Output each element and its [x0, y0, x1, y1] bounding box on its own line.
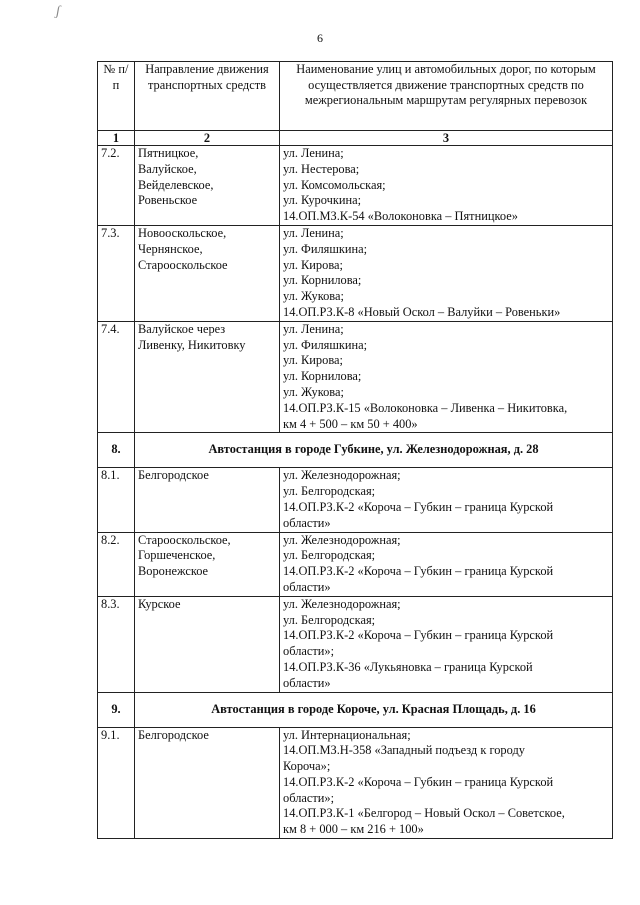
column-number: 1: [98, 131, 135, 146]
street-line: ул. Ленина;: [283, 225, 344, 240]
street-line: 14.ОП.РЗ.К-1 «Белгород – Новый Оскол – Советское,: [283, 806, 565, 821]
street-line: ул. Ленина;: [283, 321, 344, 336]
direction-line: Валуйское,: [138, 161, 197, 176]
table-row: [98, 727, 613, 839]
direction-line: Ливенку, Никитовку: [138, 337, 246, 352]
street-line: 14.ОП.РЗ.К-2 «Короча – Губкин – граница Курской: [283, 499, 554, 514]
row-direction: [135, 321, 280, 433]
table-body: [98, 146, 613, 839]
header-streets: Наименование улиц и автомобильных дорог, по которым осуществляется движение транспортных средств по межрегиональным маршрутам регулярных перевозок: [280, 62, 613, 131]
row-streets: [280, 468, 613, 532]
street-line: 14.ОП.РЗ.К-2 «Короча – Губкин – граница Курской: [283, 628, 554, 643]
row-direction: [135, 596, 280, 692]
street-line: 14.ОП.РЗ.К-15 «Волоконовка – Ливенка – Никитовка,: [283, 400, 568, 415]
street-line: ул. Комсомольская;: [283, 177, 386, 192]
header-row: [98, 62, 613, 131]
street-line: области»: [283, 515, 331, 530]
row-direction: [135, 468, 280, 532]
row-streets: [280, 532, 613, 596]
direction-line: Курское: [138, 596, 181, 611]
section-title: Автостанция в городе Губкине, ул. Железнодорожная, д. 28: [135, 433, 613, 468]
street-line: км 4 + 500 – км 50 + 400»: [283, 416, 418, 431]
direction-line: Ровеньское: [138, 193, 198, 208]
direction-line: Горшеченское,: [138, 548, 216, 563]
street-line: ул. Корнилова;: [283, 273, 362, 288]
row-number: 8.1.: [98, 468, 135, 532]
street-line: ул. Белгородская;: [283, 548, 376, 563]
street-line: ул. Кирова;: [283, 353, 343, 368]
street-line: области»: [283, 579, 331, 594]
street-line: ул. Кирова;: [283, 257, 343, 272]
column-number-row: [98, 131, 613, 146]
street-line: ул. Корнилова;: [283, 369, 362, 384]
street-line: 14.ОП.РЗ.К-36 «Лукьяновка – граница Курской: [283, 659, 533, 674]
header-number: № п/п: [98, 62, 135, 131]
street-line: ул. Железнодорожная;: [283, 596, 401, 611]
row-streets: [280, 146, 613, 226]
direction-line: Вейделевское,: [138, 177, 214, 192]
table-row: [98, 532, 613, 596]
street-line: ул. Белгородская;: [283, 612, 376, 627]
street-line: ул. Белгородская;: [283, 484, 376, 499]
direction-line: Воронежское: [138, 564, 209, 579]
table-row: [98, 146, 613, 226]
row-number: 7.2.: [98, 146, 135, 226]
page-number: 6: [317, 31, 323, 45]
section-title: Автостанция в городе Короче, ул. Красная Площадь, д. 16: [135, 692, 613, 727]
direction-line: Чернянское,: [138, 241, 203, 256]
row-streets: [280, 321, 613, 433]
row-direction: [135, 146, 280, 226]
row-streets: [280, 596, 613, 692]
row-number: 8.3.: [98, 596, 135, 692]
section-number: 8.: [98, 433, 135, 468]
street-line: ул. Жукова;: [283, 289, 344, 304]
street-line: Короча»;: [283, 759, 331, 774]
street-line: 14.ОП.РЗ.К-8 «Новый Оскол – Валуйки – Ровеньки»: [283, 304, 561, 319]
street-line: области»;: [283, 644, 335, 659]
street-line: ул. Жукова;: [283, 384, 344, 399]
street-line: ул. Филяшкина;: [283, 241, 368, 256]
street-line: ул. Железнодорожная;: [283, 468, 401, 483]
street-line: области»;: [283, 790, 335, 805]
direction-line: Белгородское: [138, 727, 209, 742]
direction-line: Старооскольское,: [138, 532, 231, 547]
direction-line: Валуйское через: [138, 321, 226, 336]
section-row: [98, 692, 613, 727]
street-line: ул. Железнодорожная;: [283, 532, 401, 547]
routes-table: [97, 61, 613, 839]
row-streets: [280, 225, 613, 321]
row-number: 8.2.: [98, 532, 135, 596]
street-line: 14.ОП.РЗ.К-2 «Короча – Губкин – граница Курской: [283, 564, 554, 579]
table-row: [98, 225, 613, 321]
row-streets: [280, 727, 613, 839]
street-line: ул. Филяшкина;: [283, 337, 368, 352]
direction-line: Пятницкое,: [138, 146, 199, 160]
street-line: ул. Курочкина;: [283, 193, 362, 208]
street-line: 14.ОП.МЗ.К-54 «Волоконовка – Пятницкое»: [283, 209, 518, 224]
table-row: [98, 321, 613, 433]
table-row: [98, 468, 613, 532]
street-line: 14.ОП.РЗ.К-2 «Короча – Губкин – граница Курской: [283, 774, 554, 789]
street-line: области»: [283, 675, 331, 690]
table-row: [98, 596, 613, 692]
street-line: ул. Ленина;: [283, 146, 344, 160]
direction-line: Белгородское: [138, 468, 209, 483]
street-line: ул. Нестерова;: [283, 161, 360, 176]
street-line: 14.ОП.МЗ.Н-358 «Западный подъезд к городу: [283, 743, 525, 758]
row-direction: [135, 532, 280, 596]
handwritten-mark: ʃ: [56, 4, 61, 19]
row-number: 7.4.: [98, 321, 135, 433]
street-line: км 8 + 000 – км 216 + 100»: [283, 822, 424, 837]
header-direction: Направление движения транспортных средств: [135, 62, 280, 131]
row-number: 9.1.: [98, 727, 135, 839]
column-number: 3: [280, 131, 613, 146]
row-direction: [135, 727, 280, 839]
row-number: 7.3.: [98, 225, 135, 321]
street-line: ул. Интернациональная;: [283, 727, 411, 742]
column-number: 2: [135, 131, 280, 146]
section-number: 9.: [98, 692, 135, 727]
row-direction: [135, 225, 280, 321]
section-row: [98, 433, 613, 468]
direction-line: Старооскольское: [138, 257, 228, 272]
direction-line: Новооскольское,: [138, 225, 227, 240]
